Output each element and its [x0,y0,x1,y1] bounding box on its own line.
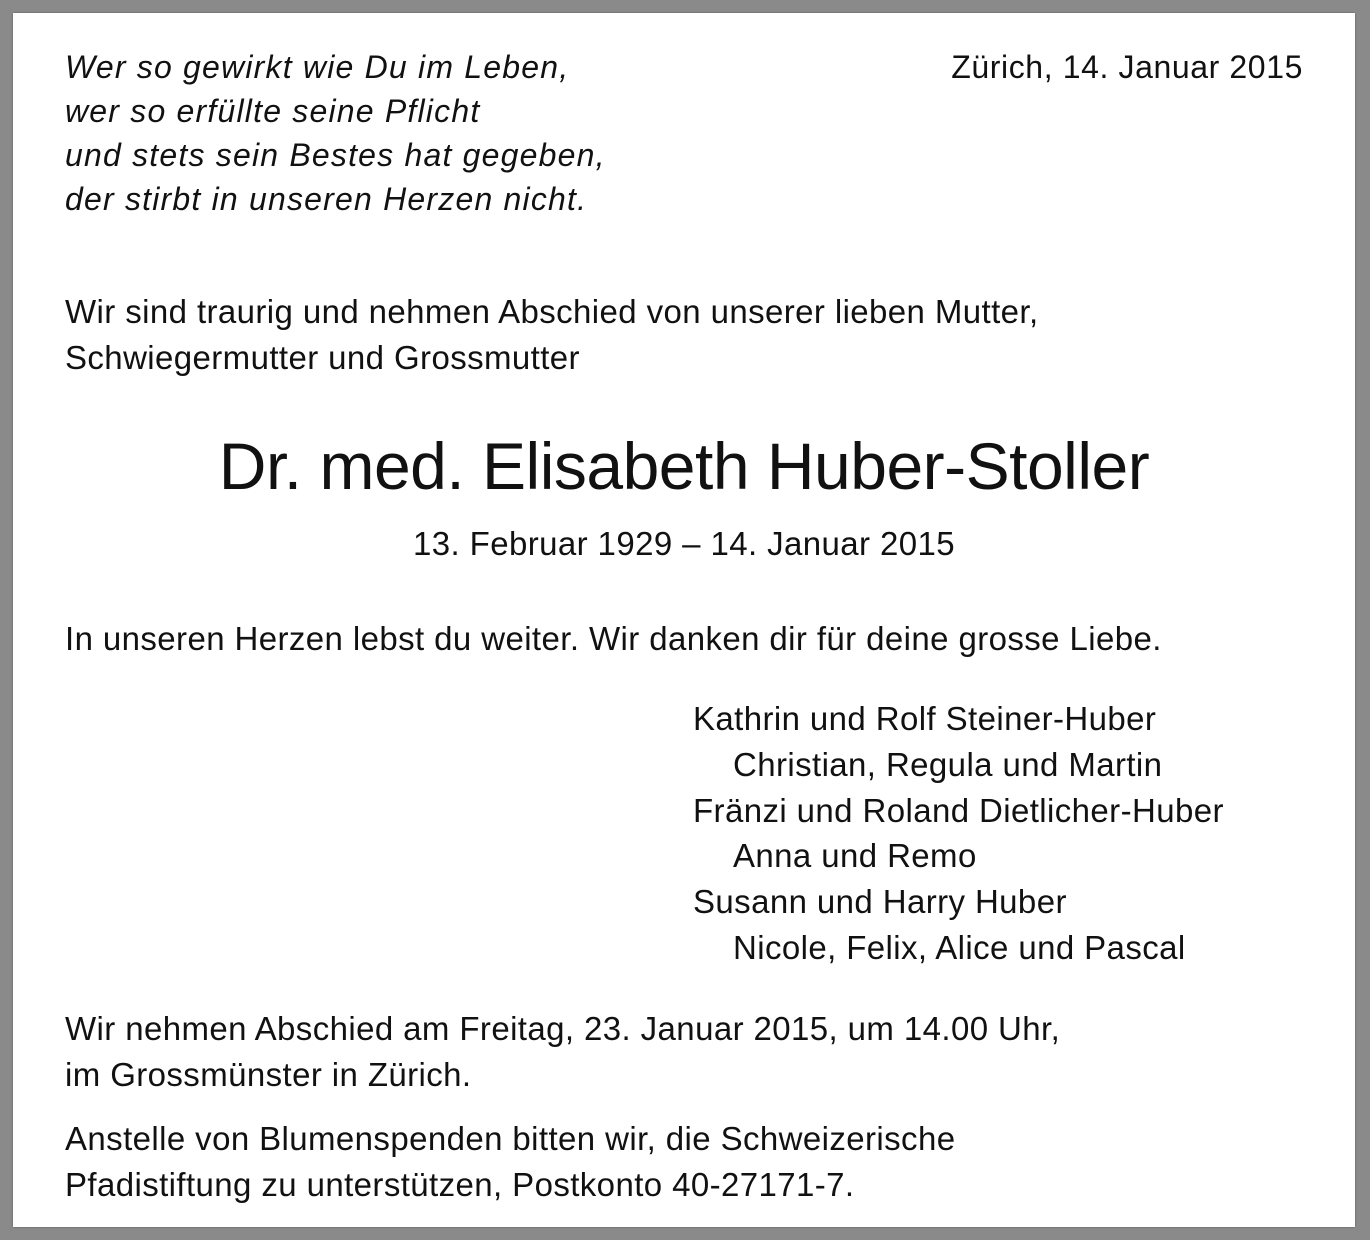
place-date: Zürich, 14. Januar 2015 [951,49,1303,85]
thanks-text: In unseren Herzen lebst du weiter. Wir danken dir für deine grosse Liebe. [65,620,1162,657]
mourner-family: Kathrin und Rolf Steiner-Huber [693,700,1157,737]
verse-line: Wer so gewirkt wie Du im Leben, [65,49,570,85]
verse-line: wer so erfüllte seine Pflicht [65,93,481,129]
mourners-list [693,696,1224,971]
mourner-family: Fränzi und Roland Dietlicher-Huber [693,791,1224,829]
life-dates: 13. Februar 1929 – 14. Januar 2015 [413,525,955,562]
donation-line: Pfadistiftung zu unterstützen, Postkonto 40-27171-7. [65,1166,855,1203]
verse-line: und stets sein Bestes hat gegeben, [65,137,606,173]
ceremony-line: im Grossmünster in Zürich. [65,1056,472,1093]
mourner-children: Christian, Regula und Martin [733,745,1163,783]
mourner-children: Anna und Remo [733,837,977,875]
ceremony-info [65,1006,1060,1098]
intro-line: Wir sind traurig und nehmen Abschied von unserer lieben Mutter, [65,293,1039,330]
deceased-name: Dr. med. Elisabeth Huber-Stoller [218,429,1150,503]
intro-text [65,289,1039,381]
verse-line: der stirbt in unseren Herzen nicht. [65,181,588,217]
ceremony-line: Wir nehmen Abschied am Freitag, 23. Januar 2015, um 14.00 Uhr, [65,1010,1061,1047]
intro-line: Schwiegermutter und Grossmutter [65,339,580,376]
obituary-notice [13,13,1355,1227]
mourner-family: Susann und Harry Huber [693,883,1067,921]
mourner-children: Nicole, Felix, Alice und Pascal [733,928,1186,966]
memorial-verse [65,45,606,221]
donation-info [65,1116,955,1208]
donation-line: Anstelle von Blumenspenden bitten wir, die Schweizerische [65,1120,956,1157]
